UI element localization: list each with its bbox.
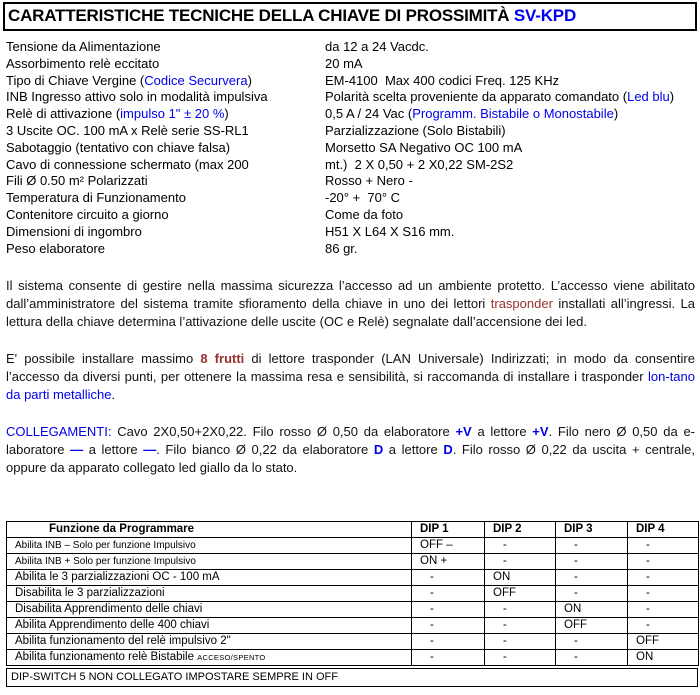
table-row bbox=[7, 650, 699, 666]
dip4-cell: - bbox=[628, 570, 699, 586]
dip1-cell: - bbox=[412, 602, 485, 618]
dip1-cell: - bbox=[412, 618, 485, 634]
spec-row bbox=[6, 207, 698, 224]
spec-value: 20 mA bbox=[325, 55, 363, 71]
dip3-cell: - bbox=[556, 586, 628, 602]
dip2-cell: - bbox=[485, 602, 556, 618]
funzione-cell: Abilita funzionamento relè Bistabile ACCESO/SPENTO bbox=[7, 650, 412, 666]
dip1-cell: - bbox=[412, 586, 485, 602]
spec-label: Contenitore circuito a giorno bbox=[6, 206, 169, 222]
table-row bbox=[7, 634, 699, 650]
funzione-cell: Abilita INB + Solo per funzione Impulsivo bbox=[7, 554, 412, 570]
dip1-cell: - bbox=[412, 650, 485, 666]
column-header-dip3: DIP 3 bbox=[556, 522, 628, 538]
table-row bbox=[7, 602, 699, 618]
dip2-cell: OFF bbox=[485, 586, 556, 602]
dip4-cell: ON bbox=[628, 650, 699, 666]
spec-value: Polarità scelta proveniente da apparato comandato (Led blu) bbox=[325, 89, 675, 105]
table-row bbox=[7, 538, 699, 554]
funzione-cell: Abilita le 3 parzializzazioni OC - 100 mA bbox=[7, 570, 412, 586]
table-row bbox=[7, 570, 699, 586]
spec-label: Tensione da Alimentazione bbox=[6, 39, 161, 54]
dip4-cell: - bbox=[628, 554, 699, 570]
dip3-cell: - bbox=[556, 570, 628, 586]
spec-row bbox=[6, 123, 698, 140]
dip1-cell: ON + bbox=[412, 554, 485, 570]
spec-row bbox=[6, 241, 698, 258]
funzione-cell: Disabilita Apprendimento delle chiavi bbox=[7, 602, 412, 618]
spec-row bbox=[6, 106, 698, 123]
dip4-cell: OFF bbox=[628, 634, 699, 650]
dip4-cell: - bbox=[628, 538, 699, 554]
dip3-cell: - bbox=[556, 650, 628, 666]
spec-value: da 12 a 24 Vacdc. bbox=[325, 39, 429, 54]
dip-switch-table bbox=[6, 521, 699, 666]
dip4-cell: - bbox=[628, 618, 699, 634]
dip3-cell: - bbox=[556, 538, 628, 554]
spec-value: Morsetto SA Negativo OC 100 mA bbox=[325, 139, 523, 155]
dip2-cell: - bbox=[485, 554, 556, 570]
spec-value: 0,5 A / 24 Vac (Programm. Bistabile o Monostabile) bbox=[325, 106, 619, 122]
column-header-dip2: DIP 2 bbox=[485, 522, 556, 538]
dip4-cell: - bbox=[628, 602, 699, 618]
spec-row bbox=[6, 173, 698, 190]
column-header-funzione: Funzione da Programmare bbox=[7, 522, 412, 538]
spec-label: Relè di attivazione (impulso 1" ± 20 %) bbox=[6, 106, 229, 122]
spec-value: mt.) 2 X 0,50 + 2 X0,22 SM-2S2 bbox=[325, 156, 514, 172]
dip2-cell: - bbox=[485, 618, 556, 634]
spec-list bbox=[6, 39, 698, 257]
paragraph-frutti: E' possibile installare massimo 8 frutti di lettore trasponder (LAN Universale) Indirizzati; in modo da consentire l’accesso da diversi punti, per ottenere la massima resa e sensibilità, si raccomanda di installare i trasponder lon-tano da parti metalliche. bbox=[6, 351, 695, 403]
spec-label: Fili Ø 0.50 m² Polarizzati bbox=[6, 173, 148, 189]
spec-label: INB Ingresso attivo solo in modalità impulsiva bbox=[6, 89, 268, 105]
spec-value: H51 X L64 X S16 mm. bbox=[325, 223, 455, 239]
dip3-cell: OFF bbox=[556, 618, 628, 634]
spec-row bbox=[6, 89, 698, 106]
dip2-cell: - bbox=[485, 650, 556, 666]
spec-value: Parzializzazione (Solo Bistabili) bbox=[325, 122, 506, 138]
table-header-row bbox=[7, 522, 699, 538]
spec-label: Sabotaggio (tentativo con chiave falsa) bbox=[6, 139, 231, 155]
spec-value: Rosso + Nero - bbox=[325, 173, 413, 189]
funzione-cell: Disabilita le 3 parzializzazioni bbox=[7, 586, 412, 602]
dip2-cell: - bbox=[485, 538, 556, 554]
spec-value: 86 gr. bbox=[325, 240, 358, 256]
spec-row bbox=[6, 140, 698, 157]
dip2-cell: ON bbox=[485, 570, 556, 586]
table-row bbox=[7, 618, 699, 634]
spec-row bbox=[6, 73, 698, 90]
spec-row bbox=[6, 56, 698, 73]
spec-value: -20° + 70° C bbox=[325, 190, 401, 206]
funzione-cell: Abilita Apprendimento delle 400 chiavi bbox=[7, 618, 412, 634]
spec-value: Come da foto bbox=[325, 206, 404, 222]
spec-row bbox=[6, 224, 698, 241]
dip3-cell: - bbox=[556, 634, 628, 650]
table-footer-note: DIP-SWITCH 5 NON COLLEGATO IMPOSTARE SEMPRE IN OFF bbox=[6, 668, 698, 687]
spec-label: Peso elaboratore bbox=[6, 240, 106, 256]
spec-row bbox=[6, 39, 698, 56]
column-header-dip4: DIP 4 bbox=[628, 522, 699, 538]
spec-row bbox=[6, 190, 698, 207]
funzione-cell: Abilita funzionamento del relè impulsivo 2" bbox=[7, 634, 412, 650]
spec-row bbox=[6, 157, 698, 174]
spec-label: 3 Uscite OC. 100 mA x Relè serie SS-RL1 bbox=[6, 122, 249, 138]
dip1-cell: - bbox=[412, 634, 485, 650]
dip4-cell: - bbox=[628, 586, 699, 602]
dip3-cell: ON bbox=[556, 602, 628, 618]
table-row bbox=[7, 586, 699, 602]
dip1-cell: OFF – bbox=[412, 538, 485, 554]
spec-label: Assorbimento relè eccitato bbox=[6, 55, 160, 71]
table-row bbox=[7, 554, 699, 570]
paragraph-sistema: Il sistema consente di gestire nella massima sicurezza l’accesso ad un ambiente protetto. L’accesso viene abilitato dall’amministratore del sistema tramite sfioramento della chiave in uno dei lettori trasponder installati all’ingressi. La lettura della chiave determina l’attivazione delle uscite (OC e Relè) segnalate dall’accensione dei led. bbox=[6, 278, 695, 330]
spec-label: Cavo di connessione schermato (max 200 bbox=[6, 156, 249, 172]
spec-label: Dimensioni di ingombro bbox=[6, 223, 142, 239]
column-header-dip1: DIP 1 bbox=[412, 522, 485, 538]
dip2-cell: - bbox=[485, 634, 556, 650]
paragraph-collegamenti: COLLEGAMENTI: Cavo 2X0,50+2X0,22. Filo rosso Ø 0,50 da elaboratore +V a lettore +V. Filo nero Ø 0,50 da e-laboratore — a lettore —. Filo bianco Ø 0,22 da elaboratore D a lettore D. Filo rosso Ø 0,22 da uscita + centrale, oppure da apparato collegato led giallo da lo stato. bbox=[6, 424, 695, 476]
page-title: CARATTERISTICHE TECNICHE DELLA CHIAVE DI PROSSIMITÀ SV-KPD bbox=[3, 2, 697, 31]
spec-label: Temperatura di Funzionamento bbox=[6, 190, 186, 206]
dip3-cell: - bbox=[556, 554, 628, 570]
funzione-cell: Abilita INB – Solo per funzione Impulsivo bbox=[7, 538, 412, 554]
dip1-cell: - bbox=[412, 570, 485, 586]
spec-value: EM-4100 Max 400 codici Freq. 125 KHz bbox=[325, 72, 560, 88]
spec-label: Tipo di Chiave Vergine (Codice Securvera) bbox=[6, 72, 252, 88]
